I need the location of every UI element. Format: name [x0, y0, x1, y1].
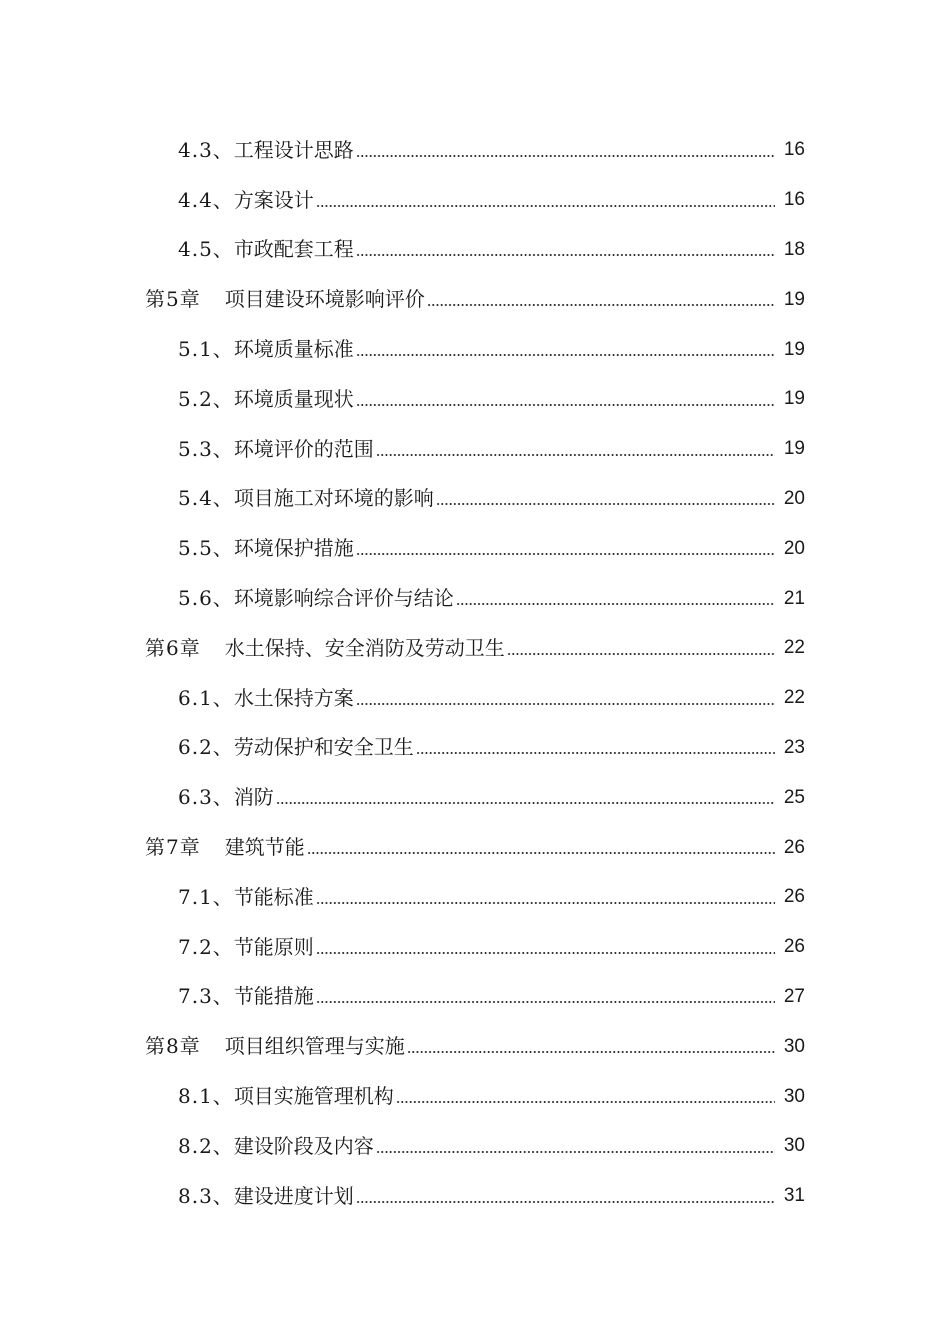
toc-page-number: 23 [783, 736, 805, 758]
toc-page-number: 21 [783, 587, 805, 609]
toc-entry-title: 节能措施 [233, 984, 314, 1009]
toc-page-number: 20 [783, 487, 805, 509]
toc-section-entry[interactable] [0, 972, 950, 1022]
toc-entry-title: 环境评价的范围 [233, 436, 374, 461]
toc-dot-leader [376, 1136, 775, 1156]
toc-section-entry[interactable] [0, 424, 950, 474]
toc-entry-label [178, 1183, 354, 1208]
toc-page-number: 31 [783, 1185, 805, 1207]
toc-dot-leader [407, 1036, 775, 1056]
toc-entry-number: 5.6、 [178, 586, 234, 611]
toc-entry-number: 5.5、 [178, 536, 234, 561]
toc-page-number: 26 [783, 836, 805, 858]
toc-dot-leader [316, 887, 775, 907]
toc-entry-title: 环境质量现状 [233, 386, 354, 411]
toc-entry-label [178, 137, 354, 162]
toc-section-entry[interactable] [0, 374, 950, 424]
toc-page-number: 30 [783, 1085, 805, 1107]
toc-entry-title: 节能原则 [233, 934, 314, 959]
toc-entry-label [178, 884, 314, 909]
toc-dot-leader [427, 289, 775, 309]
toc-dot-leader [356, 239, 775, 259]
toc-section-entry[interactable] [0, 673, 950, 723]
toc-entry-label [178, 1084, 394, 1109]
toc-dot-leader [396, 1086, 775, 1106]
toc-entry-number: 6.2、 [178, 735, 234, 760]
toc-dot-leader [316, 190, 775, 210]
toc-entry-label [145, 287, 425, 312]
toc-entry-label [178, 187, 314, 212]
toc-entry-title: 市政配套工程 [233, 237, 354, 262]
toc-dot-leader [316, 937, 775, 957]
toc-entry-label [178, 486, 434, 511]
toc-entry-number: 6.3、 [178, 785, 234, 810]
toc-dot-leader [356, 538, 775, 558]
toc-dot-leader [276, 787, 775, 807]
toc-page-number: 19 [783, 288, 805, 310]
toc-entry-title: 建设阶段及内容 [233, 1133, 374, 1158]
toc-entry-title: 水土保持、安全消防及劳动卫生 [224, 635, 505, 660]
toc-section-entry[interactable] [0, 1171, 950, 1221]
toc-section-entry[interactable] [0, 573, 950, 623]
toc-section-entry[interactable] [0, 324, 950, 374]
toc-entry-number: 8.2、 [178, 1133, 234, 1158]
toc-dot-leader [456, 588, 775, 608]
toc-dot-leader [356, 688, 775, 708]
toc-entry-label [178, 1133, 374, 1158]
toc-entry-label [178, 586, 454, 611]
toc-page-number: 30 [783, 1135, 805, 1157]
toc-entry-label [178, 685, 354, 710]
toc-section-entry[interactable] [0, 523, 950, 573]
toc-dot-leader [356, 1186, 775, 1206]
toc-section-entry[interactable] [0, 225, 950, 275]
toc-page-number: 16 [783, 139, 805, 161]
toc-entry-label [178, 536, 354, 561]
toc-dot-leader [507, 638, 775, 658]
toc-entry-title: 环境影响综合评价与结论 [233, 586, 454, 611]
toc-dot-leader [436, 488, 775, 508]
toc-entry-label [145, 635, 505, 660]
toc-dot-leader [356, 339, 775, 359]
toc-entry-label [178, 785, 274, 810]
toc-section-entry[interactable] [0, 474, 950, 524]
toc-section-entry[interactable] [0, 1071, 950, 1121]
table-of-contents [0, 125, 950, 1221]
toc-entry-label [178, 934, 314, 959]
toc-entry-number: 8.1、 [178, 1084, 234, 1109]
toc-entry-label [178, 436, 374, 461]
toc-section-entry[interactable] [0, 723, 950, 773]
toc-entry-number: 7.1、 [178, 884, 234, 909]
toc-entry-number: 第7章 [145, 835, 201, 860]
toc-entry-title: 环境质量标准 [233, 337, 354, 362]
toc-section-entry[interactable] [0, 125, 950, 175]
toc-entry-number: 第5章 [145, 287, 201, 312]
toc-entry-number: 4.4、 [178, 187, 234, 212]
toc-chapter-entry[interactable] [0, 822, 950, 872]
toc-entry-number: 7.2、 [178, 934, 234, 959]
toc-entry-label [178, 735, 414, 760]
toc-entry-title: 项目建设环境影响评价 [224, 287, 425, 312]
toc-entry-title: 方案设计 [233, 187, 314, 212]
toc-entry-title: 水土保持方案 [233, 685, 354, 710]
toc-dot-leader [307, 837, 775, 857]
toc-entry-title: 建设进度计划 [233, 1183, 354, 1208]
toc-chapter-entry[interactable] [0, 274, 950, 324]
toc-entry-title: 劳动保护和安全卫生 [233, 735, 414, 760]
toc-entry-title: 建筑节能 [224, 835, 305, 860]
toc-entry-label [178, 337, 354, 362]
toc-entry-number: 5.4、 [178, 486, 234, 511]
toc-section-entry[interactable] [0, 175, 950, 225]
toc-dot-leader [356, 140, 775, 160]
toc-page-number: 16 [783, 189, 805, 211]
toc-entry-label [145, 835, 305, 860]
toc-chapter-entry[interactable] [0, 623, 950, 673]
toc-page-number: 18 [783, 238, 805, 260]
toc-entry-label [145, 1034, 405, 1059]
toc-entry-number: 5.1、 [178, 337, 234, 362]
toc-entry-number: 4.5、 [178, 237, 234, 262]
toc-page-number: 22 [783, 687, 805, 709]
toc-dot-leader [356, 389, 775, 409]
toc-entry-title: 环境保护措施 [233, 536, 354, 561]
toc-entry-number: 8.3、 [178, 1183, 234, 1208]
toc-section-entry[interactable] [0, 772, 950, 822]
toc-page-number: 19 [783, 338, 805, 360]
toc-page-number: 27 [783, 985, 805, 1007]
toc-page-number: 25 [783, 786, 805, 808]
toc-page-number: 22 [783, 637, 805, 659]
toc-page-number: 19 [783, 438, 805, 460]
toc-entry-title: 消防 [233, 785, 274, 810]
toc-entry-number: 7.3、 [178, 984, 234, 1009]
toc-entry-title: 项目组织管理与实施 [224, 1034, 405, 1059]
toc-entry-number: 第6章 [145, 635, 201, 660]
toc-page-number: 26 [783, 936, 805, 958]
toc-entry-number: 5.2、 [178, 386, 234, 411]
toc-chapter-entry[interactable] [0, 1021, 950, 1071]
toc-entry-title: 项目实施管理机构 [233, 1084, 394, 1109]
toc-entry-label [178, 386, 354, 411]
toc-dot-leader [316, 986, 775, 1006]
toc-entry-title: 节能标准 [233, 884, 314, 909]
toc-page-number: 26 [783, 886, 805, 908]
toc-entry-number: 4.3、 [178, 137, 234, 162]
toc-section-entry[interactable] [0, 1121, 950, 1171]
toc-entry-number: 5.3、 [178, 436, 234, 461]
toc-entry-title: 工程设计思路 [233, 137, 354, 162]
toc-entry-title: 项目施工对环境的影响 [233, 486, 434, 511]
toc-entry-number: 第8章 [145, 1034, 201, 1059]
toc-entry-number: 6.1、 [178, 685, 234, 710]
toc-section-entry[interactable] [0, 872, 950, 922]
toc-page-number: 19 [783, 388, 805, 410]
toc-page-number: 20 [783, 537, 805, 559]
toc-section-entry[interactable] [0, 922, 950, 972]
toc-entry-label [178, 984, 314, 1009]
toc-dot-leader [376, 439, 775, 459]
toc-dot-leader [416, 737, 775, 757]
toc-entry-label [178, 237, 354, 262]
toc-page-number: 30 [783, 1035, 805, 1057]
